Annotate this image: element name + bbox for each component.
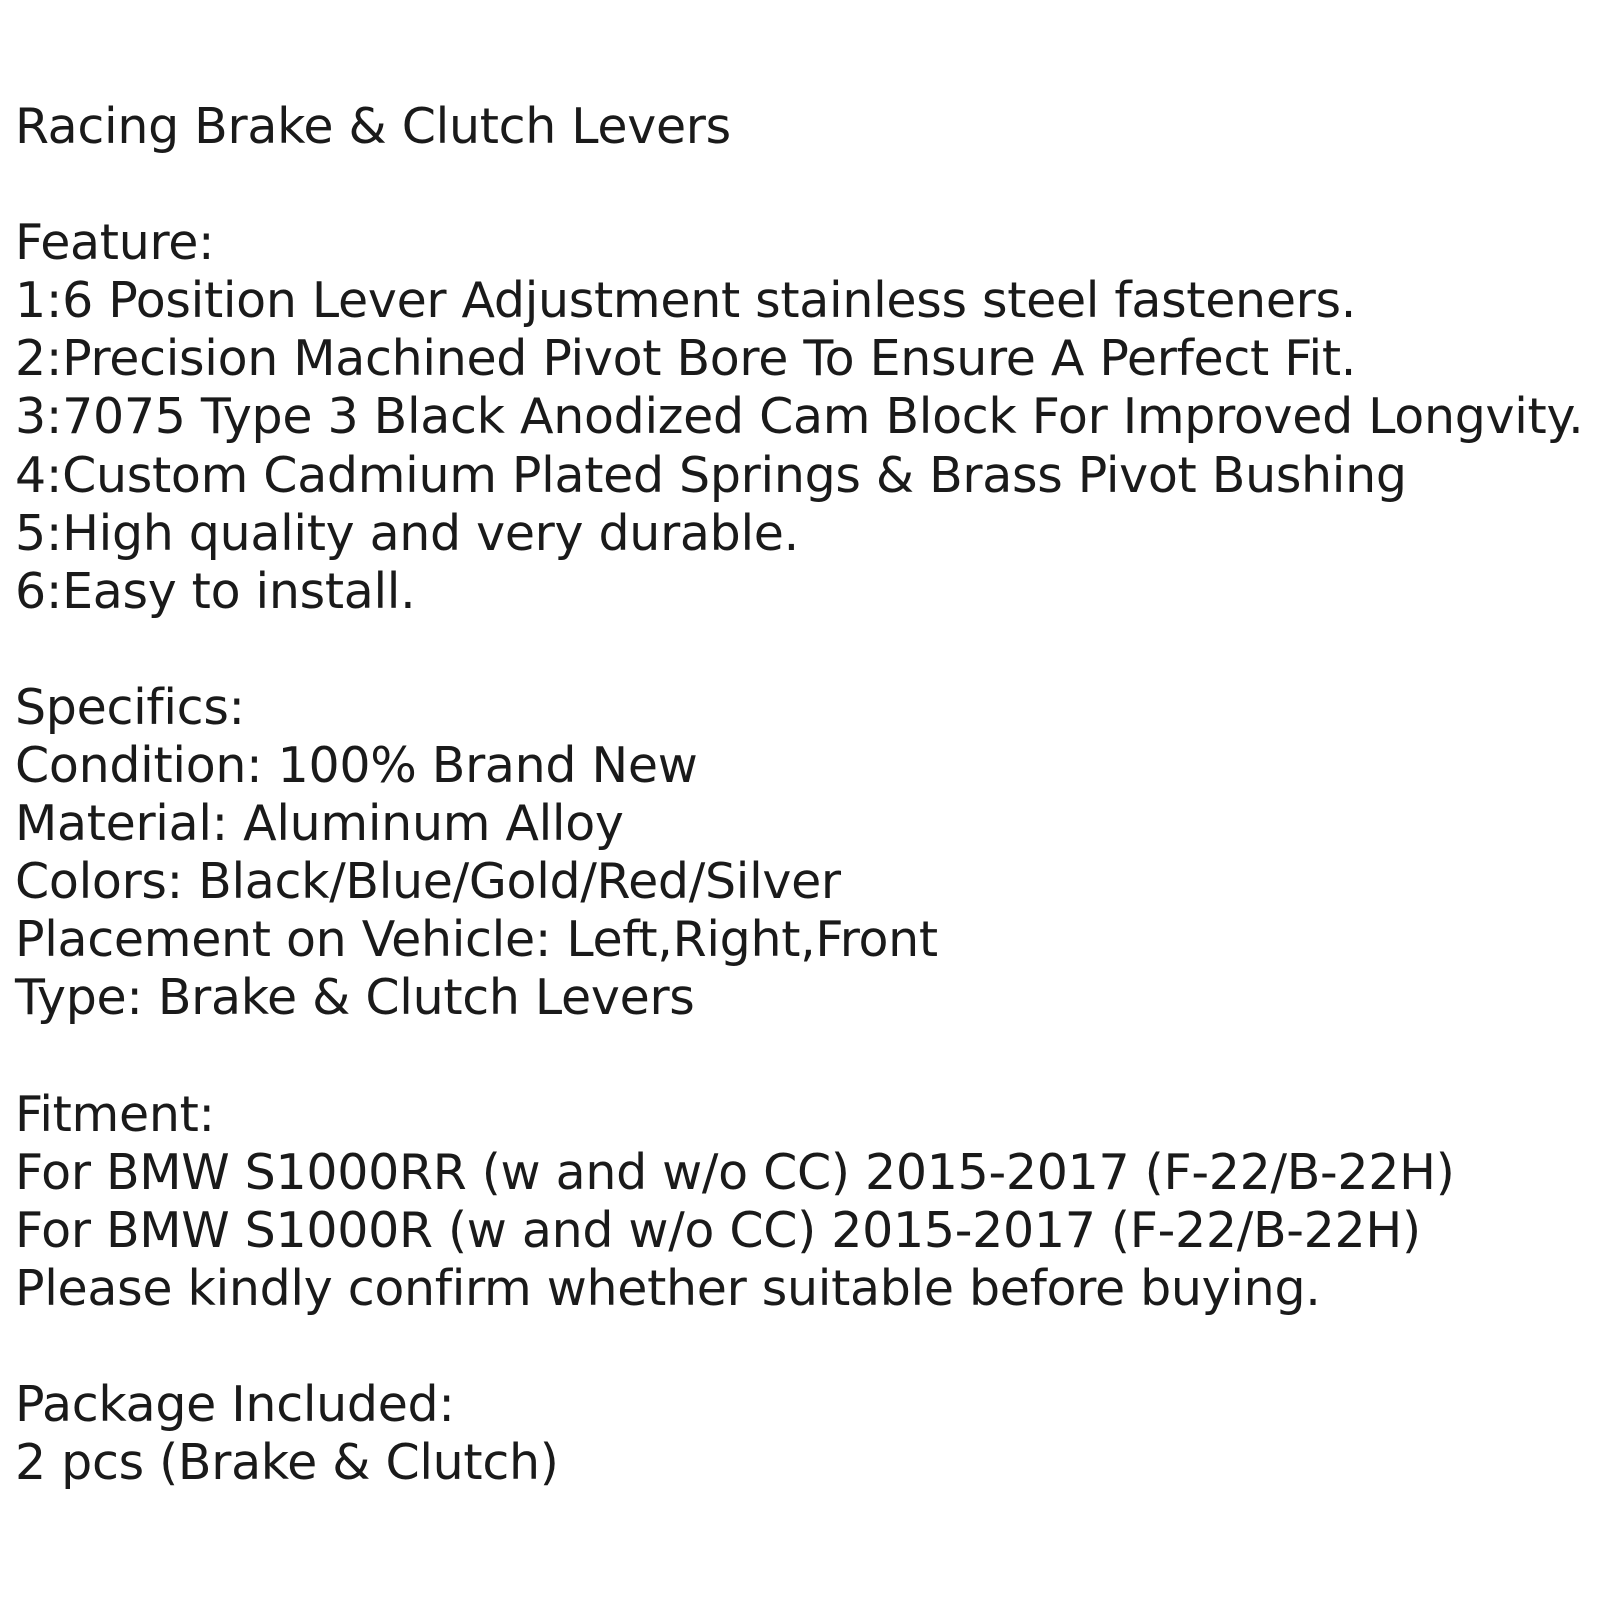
specifics-item: Material: Aluminum Alloy — [15, 795, 624, 853]
feature-heading: Feature: — [15, 214, 215, 272]
fitment-item: For BMW S1000RR (w and w/o CC) 2015-2017 (F-22/B-22H) — [15, 1143, 1455, 1201]
package-item: 2 pcs (Brake & Clutch) — [15, 1434, 559, 1492]
specifics-item: Condition: 100% Brand New — [15, 737, 698, 795]
feature-item: 1:6 Position Lever Adjustment stainless steel fasteners. — [15, 272, 1357, 330]
spacer — [15, 621, 1595, 679]
specifics-heading: Specifics: — [15, 678, 245, 736]
specifics-item: Colors: Black/Blue/Gold/Red/Silver — [15, 853, 841, 911]
fitment-note: Please kindly confirm whether suitable before buying. — [15, 1259, 1321, 1317]
package-heading: Package Included: — [15, 1376, 455, 1434]
fitment-item: For BMW S1000R (w and w/o CC) 2015-2017 (F-22/B-22H) — [15, 1201, 1421, 1259]
spacer — [15, 1028, 1595, 1086]
spacer — [15, 156, 1595, 214]
feature-item: 5:High quality and very durable. — [15, 504, 799, 562]
product-title: Racing Brake & Clutch Levers — [15, 98, 731, 155]
specifics-item: Type: Brake & Clutch Levers — [15, 969, 695, 1027]
specifics-item: Placement on Vehicle: Left,Right,Front — [15, 911, 938, 969]
feature-item: 4:Custom Cadmium Plated Springs & Brass Pivot Bushing — [15, 446, 1407, 504]
feature-item: 2:Precision Machined Pivot Bore To Ensure A Perfect Fit. — [15, 330, 1357, 388]
feature-item: 3:7075 Type 3 Black Anodized Cam Block For Improved Longvity. — [15, 388, 1584, 446]
product-description — [15, 98, 1595, 1492]
spacer — [15, 1318, 1595, 1376]
feature-item: 6:Easy to install. — [15, 562, 416, 620]
fitment-heading: Fitment: — [15, 1085, 215, 1143]
